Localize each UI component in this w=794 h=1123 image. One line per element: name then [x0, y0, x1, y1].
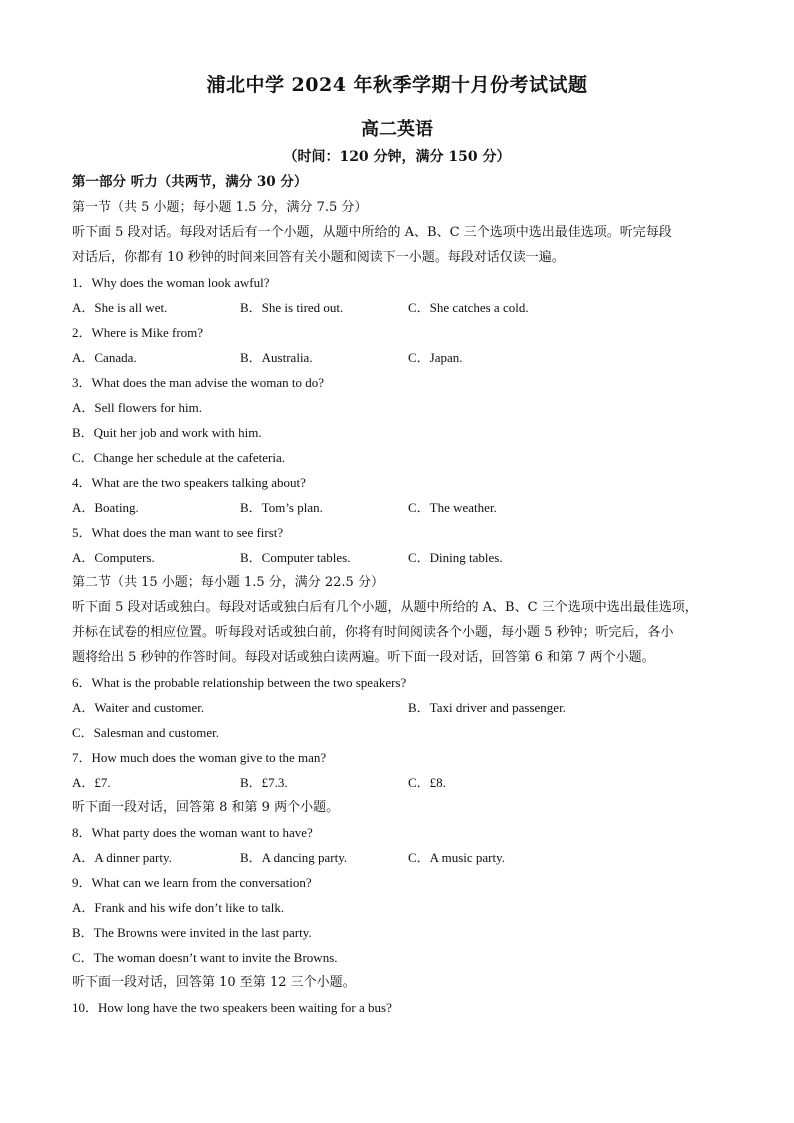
question-9-option-b[interactable]: B．The Browns were invited in the last party.: [72, 925, 312, 940]
question-2-option-b[interactable]: B．Australia.: [240, 350, 313, 365]
question-5-option-a[interactable]: A．Computers.: [72, 550, 155, 565]
section2-instructions-3: 题将给出 5 秒钟的作答时间。每段对话或独白读两遍。听下面一段对话，回答第 6 和第 7 两个小题。: [72, 650, 655, 665]
instruction-q10-q12: 听下面一段对话，回答第 10 至第 12 三个小题。: [72, 975, 356, 990]
question-4-stem: 4．What are the two speakers talking about?: [72, 475, 306, 490]
question-5-options: [72, 545, 732, 570]
section2-instructions-1: 听下面 5 段对话或独白。每段对话或独白后有几个小题，从题中所给的 A、B、C 三个选项中选出最佳选项，: [72, 600, 698, 615]
question-8-option-c[interactable]: C．A music party.: [408, 850, 506, 865]
question-1-option-a[interactable]: A．She is all wet.: [72, 300, 168, 315]
question-8-option-a[interactable]: A．A dinner party.: [72, 850, 172, 865]
question-4-options: [72, 495, 732, 520]
question-3-option-a[interactable]: A．Sell flowers for him.: [72, 400, 202, 415]
question-5-option-b[interactable]: B．Computer tables.: [240, 550, 351, 565]
question-7-option-c[interactable]: C．£8.: [408, 775, 446, 790]
question-7-option-a[interactable]: A．£7.: [72, 775, 111, 790]
question-7-options: [72, 770, 732, 795]
question-2-options: [72, 345, 732, 370]
question-1-stem: 1．Why does the woman look awful?: [72, 275, 270, 290]
question-2-option-c[interactable]: C．Japan.: [408, 350, 463, 365]
question-9-option-a[interactable]: A．Frank and his wife don’t like to talk.: [72, 900, 285, 915]
question-7-stem: 7．How much does the woman give to the man?: [72, 750, 327, 765]
question-3-option-c[interactable]: C．Change her schedule at the cafeteria.: [72, 450, 285, 465]
instruction-q8-q9: 听下面一段对话，回答第 8 和第 9 两个小题。: [72, 800, 340, 815]
question-6-options: [72, 695, 732, 720]
section1-instructions-2: 对话后，你都有 10 秒钟的时间来回答有关小题和阅读下一小题。每段对话仅读一遍。: [72, 250, 565, 265]
exam-time-info: （时间：120 分钟，满分 150 分）: [283, 149, 511, 165]
question-10-stem: 10．How long have the two speakers been waiting for a bus?: [72, 1000, 392, 1015]
question-5-option-c[interactable]: C．Dining tables.: [408, 550, 503, 565]
exam-content: [72, 170, 732, 1020]
exam-subject: 高二英语: [361, 119, 433, 140]
question-6-option-c[interactable]: C．Salesman and customer.: [72, 725, 219, 740]
question-3-stem: 3．What does the man advise the woman to do?: [72, 375, 324, 390]
question-3-option-b[interactable]: B．Quit her job and work with him.: [72, 425, 262, 440]
question-7-option-b[interactable]: B．£7.3.: [240, 775, 288, 790]
question-6-option-a[interactable]: A．Waiter and customer.: [72, 700, 205, 715]
question-6-stem: 6．What is the probable relationship between the two speakers?: [72, 675, 407, 690]
section2-instructions-2: 并标在试卷的相应位置。听每段对话或独白前，你将有时间阅读各个小题，每小题 5 秒钟；听完后，各小: [72, 625, 674, 640]
question-4-option-a[interactable]: A．Boating.: [72, 500, 139, 515]
question-2-stem: 2．Where is Mike from?: [72, 325, 204, 340]
part1-heading: 第一部分 听力（共两节，满分 30 分）: [72, 174, 308, 190]
section1-heading: 第一节（共 5 小题；每小题 1.5 分，满分 7.5 分）: [72, 200, 368, 215]
question-1-options: [72, 295, 732, 320]
question-4-option-c[interactable]: C．The weather.: [408, 500, 497, 515]
question-4-option-b[interactable]: B．Tom’s plan.: [240, 500, 323, 515]
question-9-option-c[interactable]: C．The woman doesn’t want to invite the Browns.: [72, 950, 338, 965]
question-8-options: [72, 845, 732, 870]
question-2-option-a[interactable]: A．Canada.: [72, 350, 137, 365]
question-8-stem: 8．What party does the woman want to have?: [72, 825, 313, 840]
question-8-option-b[interactable]: B．A dancing party.: [240, 850, 348, 865]
exam-title: 浦北中学 2024 年秋季学期十月份考试试题: [206, 74, 588, 96]
section1-instructions-1: 听下面 5 段对话。每段对话后有一个小题，从题中所给的 A、B、C 三个选项中选出最佳选项。听完每段: [72, 225, 672, 240]
section2-heading: 第二节（共 15 小题；每小题 1.5 分，满分 22.5 分）: [72, 575, 384, 590]
question-1-option-c[interactable]: C．She catches a cold.: [408, 300, 529, 315]
question-9-stem: 9．What can we learn from the conversation?: [72, 875, 312, 890]
question-6-option-b[interactable]: B．Taxi driver and passenger.: [408, 700, 566, 715]
question-5-stem: 5．What does the man want to see first?: [72, 525, 284, 540]
question-1-option-b[interactable]: B．She is tired out.: [240, 300, 344, 315]
